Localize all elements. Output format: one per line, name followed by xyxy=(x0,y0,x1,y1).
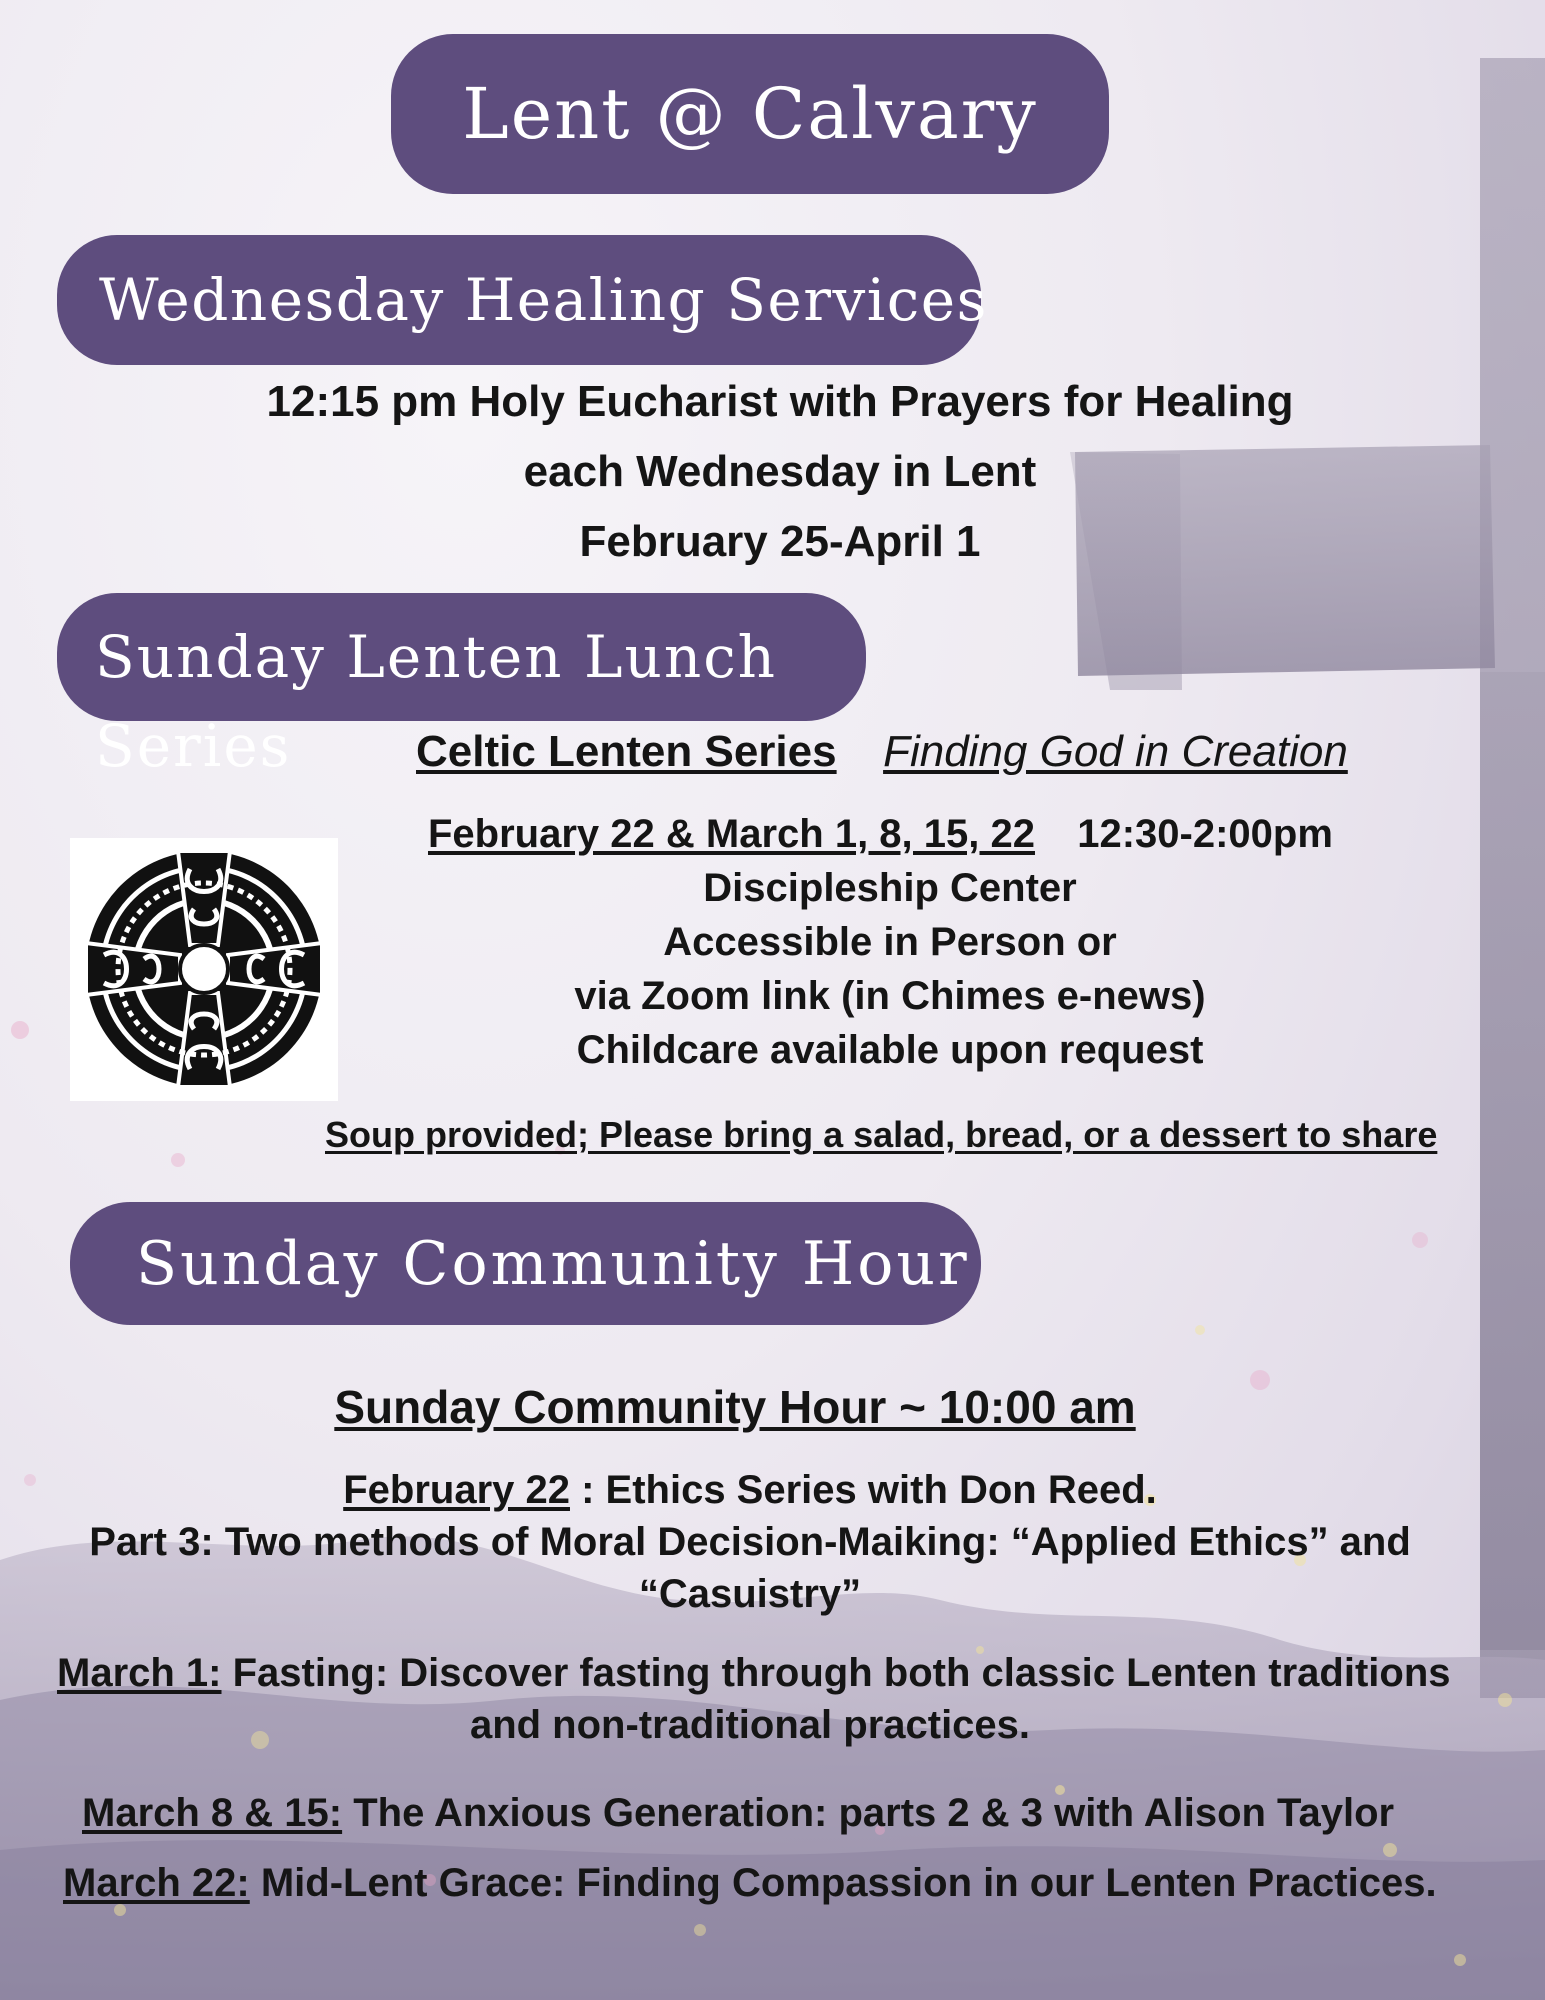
series-title-line xyxy=(416,727,1348,777)
series-title: Celtic Lenten Series xyxy=(416,727,837,776)
lunch-section-banner xyxy=(57,593,866,721)
page-title: Lent @ Calvary xyxy=(462,73,1038,155)
community-item-1-text: : Ethics Series with Don Reed. xyxy=(569,1468,1157,1512)
community-item-4-text: Mid-Lent Grace: Finding Compassion in our Lenten Practices. xyxy=(249,1861,1437,1905)
wednesday-heading: Wednesday Healing Services xyxy=(99,266,988,334)
community-item-1 xyxy=(60,1468,1440,1513)
community-item-2 xyxy=(57,1651,1451,1696)
community-section-banner xyxy=(70,1202,981,1325)
community-heading: Sunday Community Hour xyxy=(136,1228,970,1299)
community-item-2-extra-1: and non-traditional practices. xyxy=(469,1703,1031,1747)
community-item-4-date: March 22: xyxy=(63,1861,250,1905)
lunch-heading-overflow: Series xyxy=(95,712,292,780)
community-item-4 xyxy=(63,1861,1437,1906)
celtic-cross-icon xyxy=(70,838,338,1101)
community-item-3-text: The Anxious Generation: parts 2 & 3 with Alison Taylor xyxy=(342,1791,1395,1835)
lunch-detail-1: Discipleship Center xyxy=(703,866,1077,910)
series-subtitle: Finding God in Creation xyxy=(883,727,1348,776)
lunch-dates: February 22 & March 1, 8, 15, 22 xyxy=(428,812,1035,856)
wednesday-line-1: 12:15 pm Holy Eucharist with Prayers for Healing xyxy=(266,377,1294,426)
lunch-time: 12:30-2:00pm xyxy=(1077,812,1333,856)
title-banner xyxy=(391,34,1109,194)
community-item-1-date: February 22 xyxy=(343,1468,570,1512)
wednesday-line-2: each Wednesday in Lent xyxy=(523,447,1037,496)
lunch-detail-2: Accessible in Person or xyxy=(663,920,1117,964)
community-item-3-date: March 8 & 15: xyxy=(82,1791,343,1835)
wednesday-line-3: February 25-April 1 xyxy=(579,517,981,566)
community-item-2-text: Fasting: Discover fasting through both classic Lenten traditions xyxy=(221,1651,1451,1695)
lunch-detail-4: Childcare available upon request xyxy=(576,1028,1204,1072)
lunch-heading: Sunday Lenten Lunch xyxy=(95,623,778,691)
community-item-1-extra-2: “Casuistry” xyxy=(638,1572,862,1616)
lunch-detail-3: via Zoom link (in Chimes e-news) xyxy=(574,974,1206,1018)
celtic-cross-image xyxy=(70,838,338,1101)
community-subheading: Sunday Community Hour ~ 10:00 am xyxy=(334,1381,1136,1433)
lunch-dates-line xyxy=(428,812,1333,857)
community-item-3 xyxy=(82,1791,1394,1836)
community-item-1-extra-1: Part 3: Two methods of Moral Decision-Maiking: “Applied Ethics” and xyxy=(89,1520,1411,1564)
soup-note: Soup provided; Please bring a salad, bread, or a dessert to share xyxy=(325,1114,1438,1155)
wednesday-section-banner xyxy=(57,235,988,365)
community-item-2-date: March 1: xyxy=(57,1651,222,1695)
